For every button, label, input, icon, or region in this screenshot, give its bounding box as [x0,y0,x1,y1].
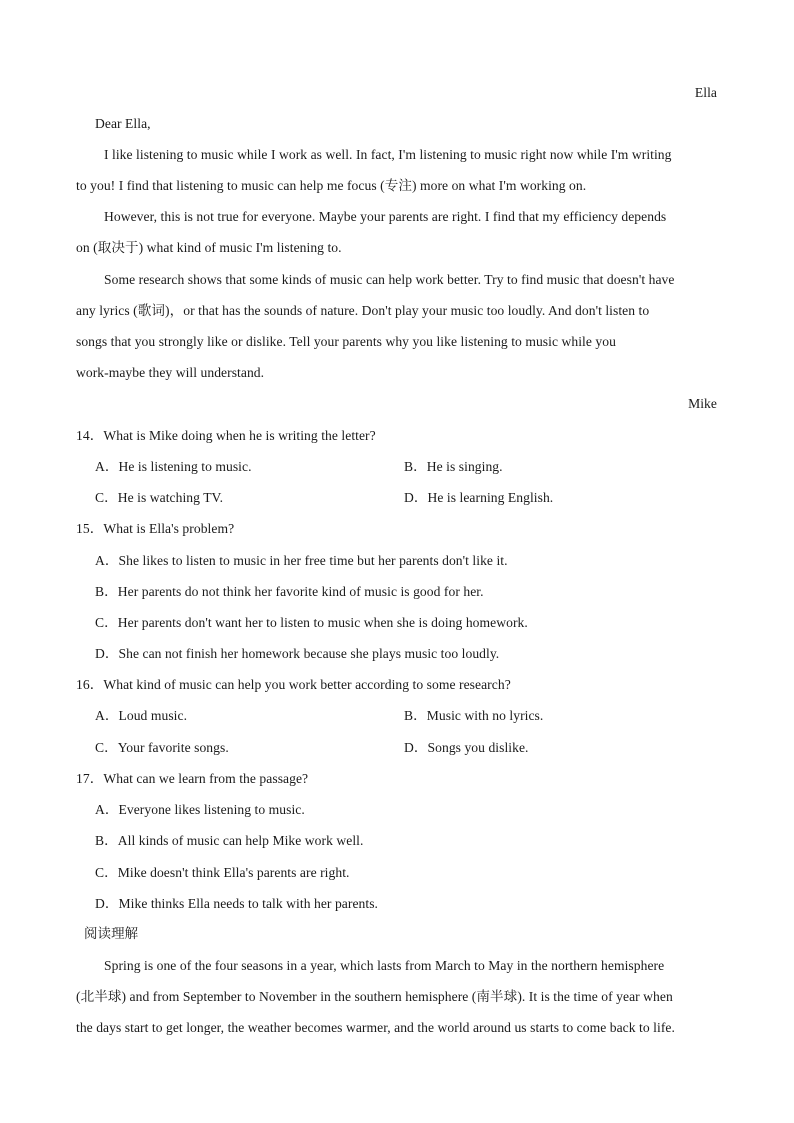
letter-paragraph-2-line-2: on (取决于) what kind of music I'm listening to. [76,240,342,255]
question-14-stem: 14．What is Mike doing when he is writing the letter? [76,428,376,443]
question-14-option-a: A．He is listening to music. [95,459,252,474]
letter-recipient-name: Ella [694,85,717,100]
question-15-option-a: A．She likes to listen to music in her free time but her parents don't like it. [95,553,508,568]
letter-greeting: Dear Ella, [95,116,151,131]
question-17-option-a: A．Everyone likes listening to music. [95,802,305,817]
section-heading: 阅读理解 [84,926,139,942]
question-16-option-b: B．Music with no lyrics. [404,708,544,723]
letter-signature: Mike [688,396,717,411]
question-16-option-a: A．Loud music. [95,708,188,723]
question-15-option-c: C．Her parents don't want her to listen to music when she is doing homework. [95,615,528,630]
letter-paragraph-2-line-1: However, this is not true for everyone. Maybe your parents are right. I find that my efficiency depends [104,209,667,224]
passage-line-1: Spring is one of the four seasons in a year, which lasts from March to May in the northern hemisphere [104,958,665,973]
question-16-option-c: C．Your favorite songs. [95,740,229,755]
question-15-stem: 15．What is Ella's problem? [76,521,235,536]
question-14-option-c: C．He is watching TV. [95,490,224,505]
question-16-stem: 16．What kind of music can help you work better according to some research? [76,677,511,692]
question-17-option-c: C．Mike doesn't think Ella's parents are right. [95,865,350,880]
question-14-option-d: D．He is learning English. [404,490,554,505]
question-17-option-d: D．Mike thinks Ella needs to talk with her parents. [95,896,379,911]
letter-paragraph-3-line-2: any lyrics (歌词)，or that has the sounds of nature. Don't play your music too loudly. And don't listen to [76,303,650,318]
question-17-option-b: B．All kinds of music can help Mike work well. [95,833,364,848]
question-16-option-d: D．Songs you dislike. [404,740,529,755]
passage-line-3: the days start to get longer, the weather becomes warmer, and the world around us starts to come back to life. [76,1020,675,1035]
letter-paragraph-3-line-3: songs that you strongly like or dislike. Tell your parents why you like listening to music while you [76,334,616,349]
question-14-option-b: B．He is singing. [404,459,503,474]
letter-paragraph-1-line-2: to you! I find that listening to music can help me focus (专注) more on what I'm working on. [76,178,587,193]
question-17-stem: 17．What can we learn from the passage? [76,771,309,786]
letter-paragraph-3-line-1: Some research shows that some kinds of music can help work better. Try to find music that doesn't have [104,272,675,287]
passage-line-2: (北半球) and from September to November in the southern hemisphere (南半球). It is the time of year when [76,989,673,1004]
letter-paragraph-3-line-4: work-maybe they will understand. [76,365,265,380]
letter-paragraph-1-line-1: I like listening to music while I work as well. In fact, I'm listening to music right now while I'm writing [104,147,672,162]
question-15-option-d: D．She can not finish her homework because she plays music too loudly. [95,646,500,661]
question-15-option-b: B．Her parents do not think her favorite kind of music is good for her. [95,584,484,599]
